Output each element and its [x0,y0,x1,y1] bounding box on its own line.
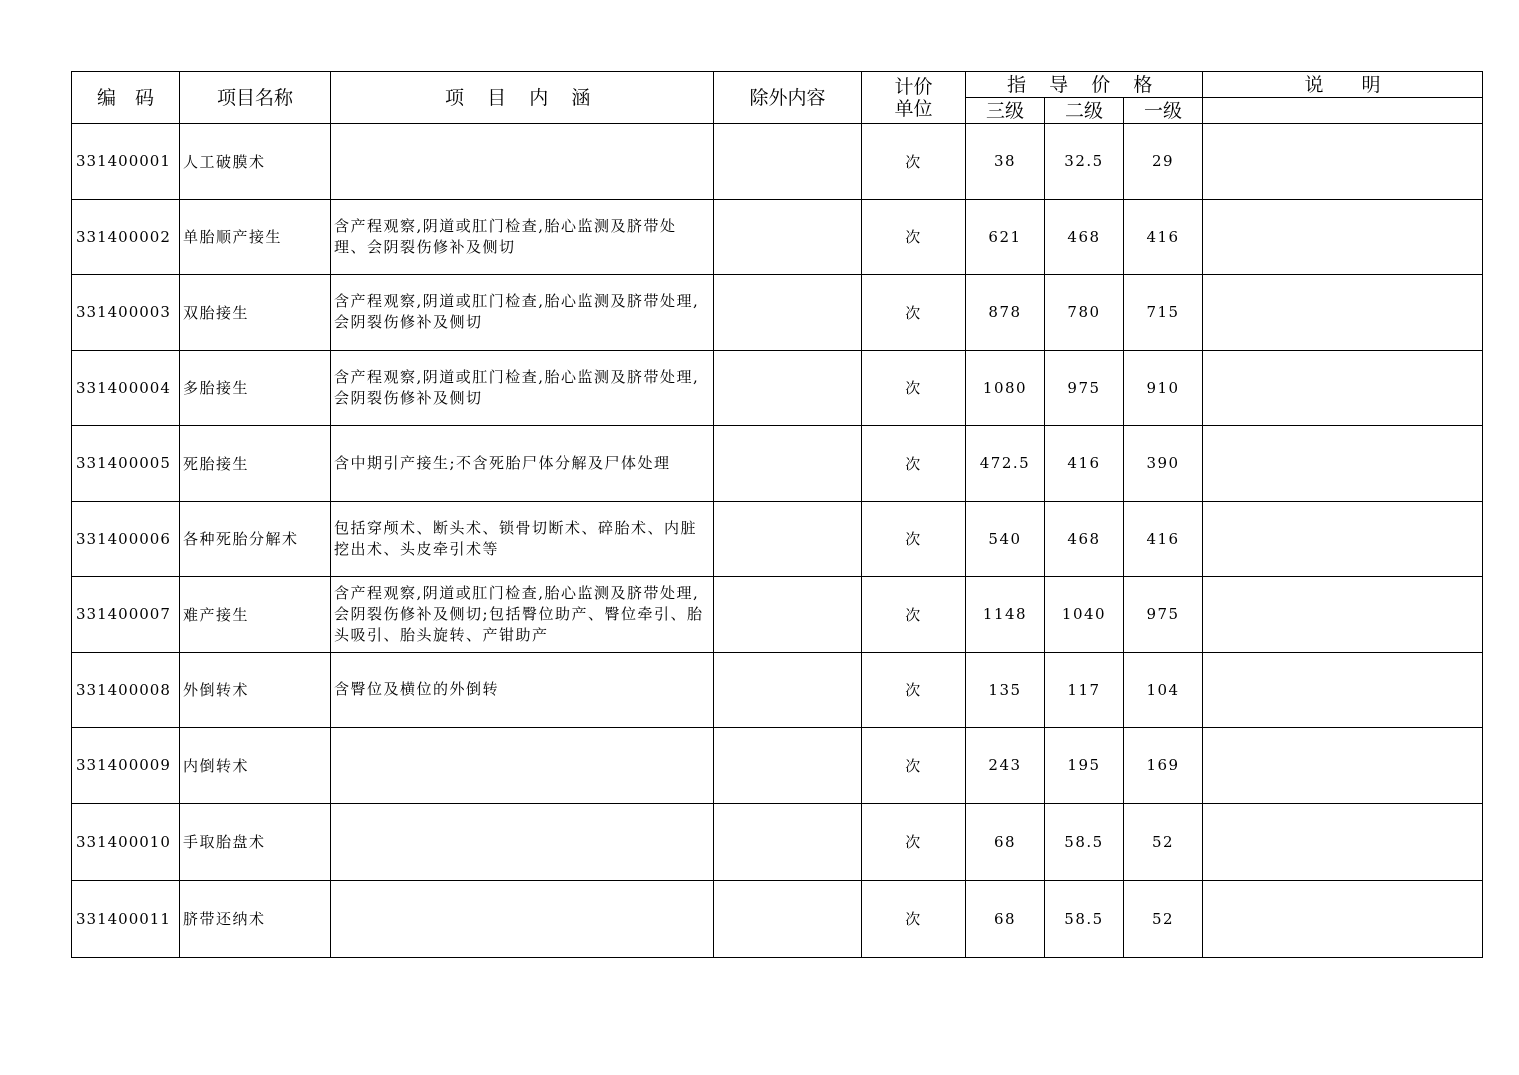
cell-notes [1203,652,1483,728]
header-level3: 三级 [966,98,1045,124]
cell-name: 单胎顺产接生 [180,199,331,275]
cell-name: 双胎接生 [180,275,331,351]
cell-level2: 780 [1045,275,1124,351]
cell-name: 手取胎盘术 [180,803,331,880]
cell-code: 331400005 [72,426,180,502]
cell-name: 各种死胎分解术 [180,501,331,577]
cell-name: 死胎接生 [180,426,331,502]
cell-notes [1203,426,1483,502]
cell-level1: 975 [1124,577,1203,653]
cell-level3: 135 [966,652,1045,728]
cell-unit: 次 [862,199,966,275]
cell-content: 含产程观察,阴道或肛门检查,胎心监测及脐带处理、会阴裂伤修补及侧切 [331,199,714,275]
cell-code: 331400010 [72,803,180,880]
header-code: 编 码 [72,72,180,124]
cell-level2: 468 [1045,199,1124,275]
cell-level2: 117 [1045,652,1124,728]
cell-name: 内倒转术 [180,728,331,804]
cell-notes [1203,577,1483,653]
cell-level3: 621 [966,199,1045,275]
header-notes-sub [1203,98,1483,124]
cell-level3: 68 [966,803,1045,880]
cell-exclusions [714,199,862,275]
cell-level2: 195 [1045,728,1124,804]
price-table-sheet [71,71,1482,958]
cell-level1: 169 [1124,728,1203,804]
table-row [72,124,1483,200]
table-row [72,426,1483,502]
table-row [72,577,1483,653]
cell-content: 含产程观察,阴道或肛门检查,胎心监测及脐带处理,会阴裂伤修补及侧切;包括臀位助产、臀位牵引、胎头吸引、胎头旋转、产钳助产 [331,577,714,653]
cell-unit: 次 [862,880,966,957]
cell-name: 人工破膜术 [180,124,331,200]
cell-content: 包括穿颅术、断头术、锁骨切断术、碎胎术、内脏挖出术、头皮牵引术等 [331,501,714,577]
cell-exclusions [714,501,862,577]
cell-name: 外倒转术 [180,652,331,728]
table-row [72,501,1483,577]
cell-content [331,803,714,880]
header-level2: 二级 [1045,98,1124,124]
cell-name: 难产接生 [180,577,331,653]
cell-notes [1203,501,1483,577]
cell-code: 331400009 [72,728,180,804]
cell-level3: 68 [966,880,1045,957]
cell-exclusions [714,350,862,426]
cell-name: 多胎接生 [180,350,331,426]
cell-level1: 390 [1124,426,1203,502]
cell-level1: 910 [1124,350,1203,426]
cell-code: 331400004 [72,350,180,426]
cell-unit: 次 [862,577,966,653]
cell-level3: 243 [966,728,1045,804]
header-level1: 一级 [1124,98,1203,124]
header-name: 项目名称 [180,72,331,124]
cell-level2: 58.5 [1045,803,1124,880]
cell-unit: 次 [862,501,966,577]
price-table [71,71,1483,958]
cell-code: 331400002 [72,199,180,275]
table-row [72,652,1483,728]
cell-content: 含中期引产接生;不含死胎尸体分解及尸体处理 [331,426,714,502]
cell-level1: 715 [1124,275,1203,351]
cell-exclusions [714,124,862,200]
cell-code: 331400011 [72,880,180,957]
cell-code: 331400007 [72,577,180,653]
cell-content [331,728,714,804]
cell-code: 331400006 [72,501,180,577]
cell-content [331,124,714,200]
cell-level1: 416 [1124,199,1203,275]
cell-exclusions [714,880,862,957]
cell-level2: 1040 [1045,577,1124,653]
cell-name: 脐带还纳术 [180,880,331,957]
cell-code: 331400008 [72,652,180,728]
cell-code: 331400001 [72,124,180,200]
cell-notes [1203,350,1483,426]
table-row [72,199,1483,275]
cell-exclusions [714,426,862,502]
table-body [72,124,1483,958]
cell-code: 331400003 [72,275,180,351]
cell-notes [1203,124,1483,200]
cell-unit: 次 [862,275,966,351]
cell-content: 含产程观察,阴道或肛门检查,胎心监测及脐带处理,会阴裂伤修补及侧切 [331,275,714,351]
header-unit-line1: 计价 [894,75,933,98]
cell-level3: 38 [966,124,1045,200]
header-price-group: 指 导 价 格 [966,72,1203,98]
cell-level1: 29 [1124,124,1203,200]
cell-level1: 416 [1124,501,1203,577]
cell-unit: 次 [862,728,966,804]
cell-level1: 52 [1124,803,1203,880]
header-content: 项 目 内 涵 [331,72,714,124]
header-notes: 说 明 [1203,72,1483,98]
header-unit-line2: 单位 [894,97,933,120]
cell-level2: 975 [1045,350,1124,426]
cell-exclusions [714,652,862,728]
cell-level3: 540 [966,501,1045,577]
cell-unit: 次 [862,124,966,200]
cell-level2: 32.5 [1045,124,1124,200]
cell-exclusions [714,728,862,804]
cell-notes [1203,275,1483,351]
cell-level3: 878 [966,275,1045,351]
cell-unit: 次 [862,652,966,728]
cell-level1: 52 [1124,880,1203,957]
cell-level3: 1148 [966,577,1045,653]
cell-unit: 次 [862,803,966,880]
cell-level3: 472.5 [966,426,1045,502]
table-row [72,350,1483,426]
cell-unit: 次 [862,350,966,426]
table-row [72,803,1483,880]
table-header [72,72,1483,124]
table-row [72,728,1483,804]
cell-content: 含产程观察,阴道或肛门检查,胎心监测及脐带处理,会阴裂伤修补及侧切 [331,350,714,426]
cell-notes [1203,880,1483,957]
cell-level2: 58.5 [1045,880,1124,957]
cell-notes [1203,803,1483,880]
cell-notes [1203,199,1483,275]
table-row [72,880,1483,957]
header-unit [862,72,966,124]
cell-content [331,880,714,957]
header-exclusions: 除外内容 [714,72,862,124]
cell-level1: 104 [1124,652,1203,728]
table-row [72,275,1483,351]
cell-exclusions [714,275,862,351]
cell-notes [1203,728,1483,804]
cell-unit: 次 [862,426,966,502]
cell-level2: 416 [1045,426,1124,502]
cell-exclusions [714,803,862,880]
cell-level2: 468 [1045,501,1124,577]
cell-exclusions [714,577,862,653]
cell-level3: 1080 [966,350,1045,426]
cell-content: 含臀位及横位的外倒转 [331,652,714,728]
